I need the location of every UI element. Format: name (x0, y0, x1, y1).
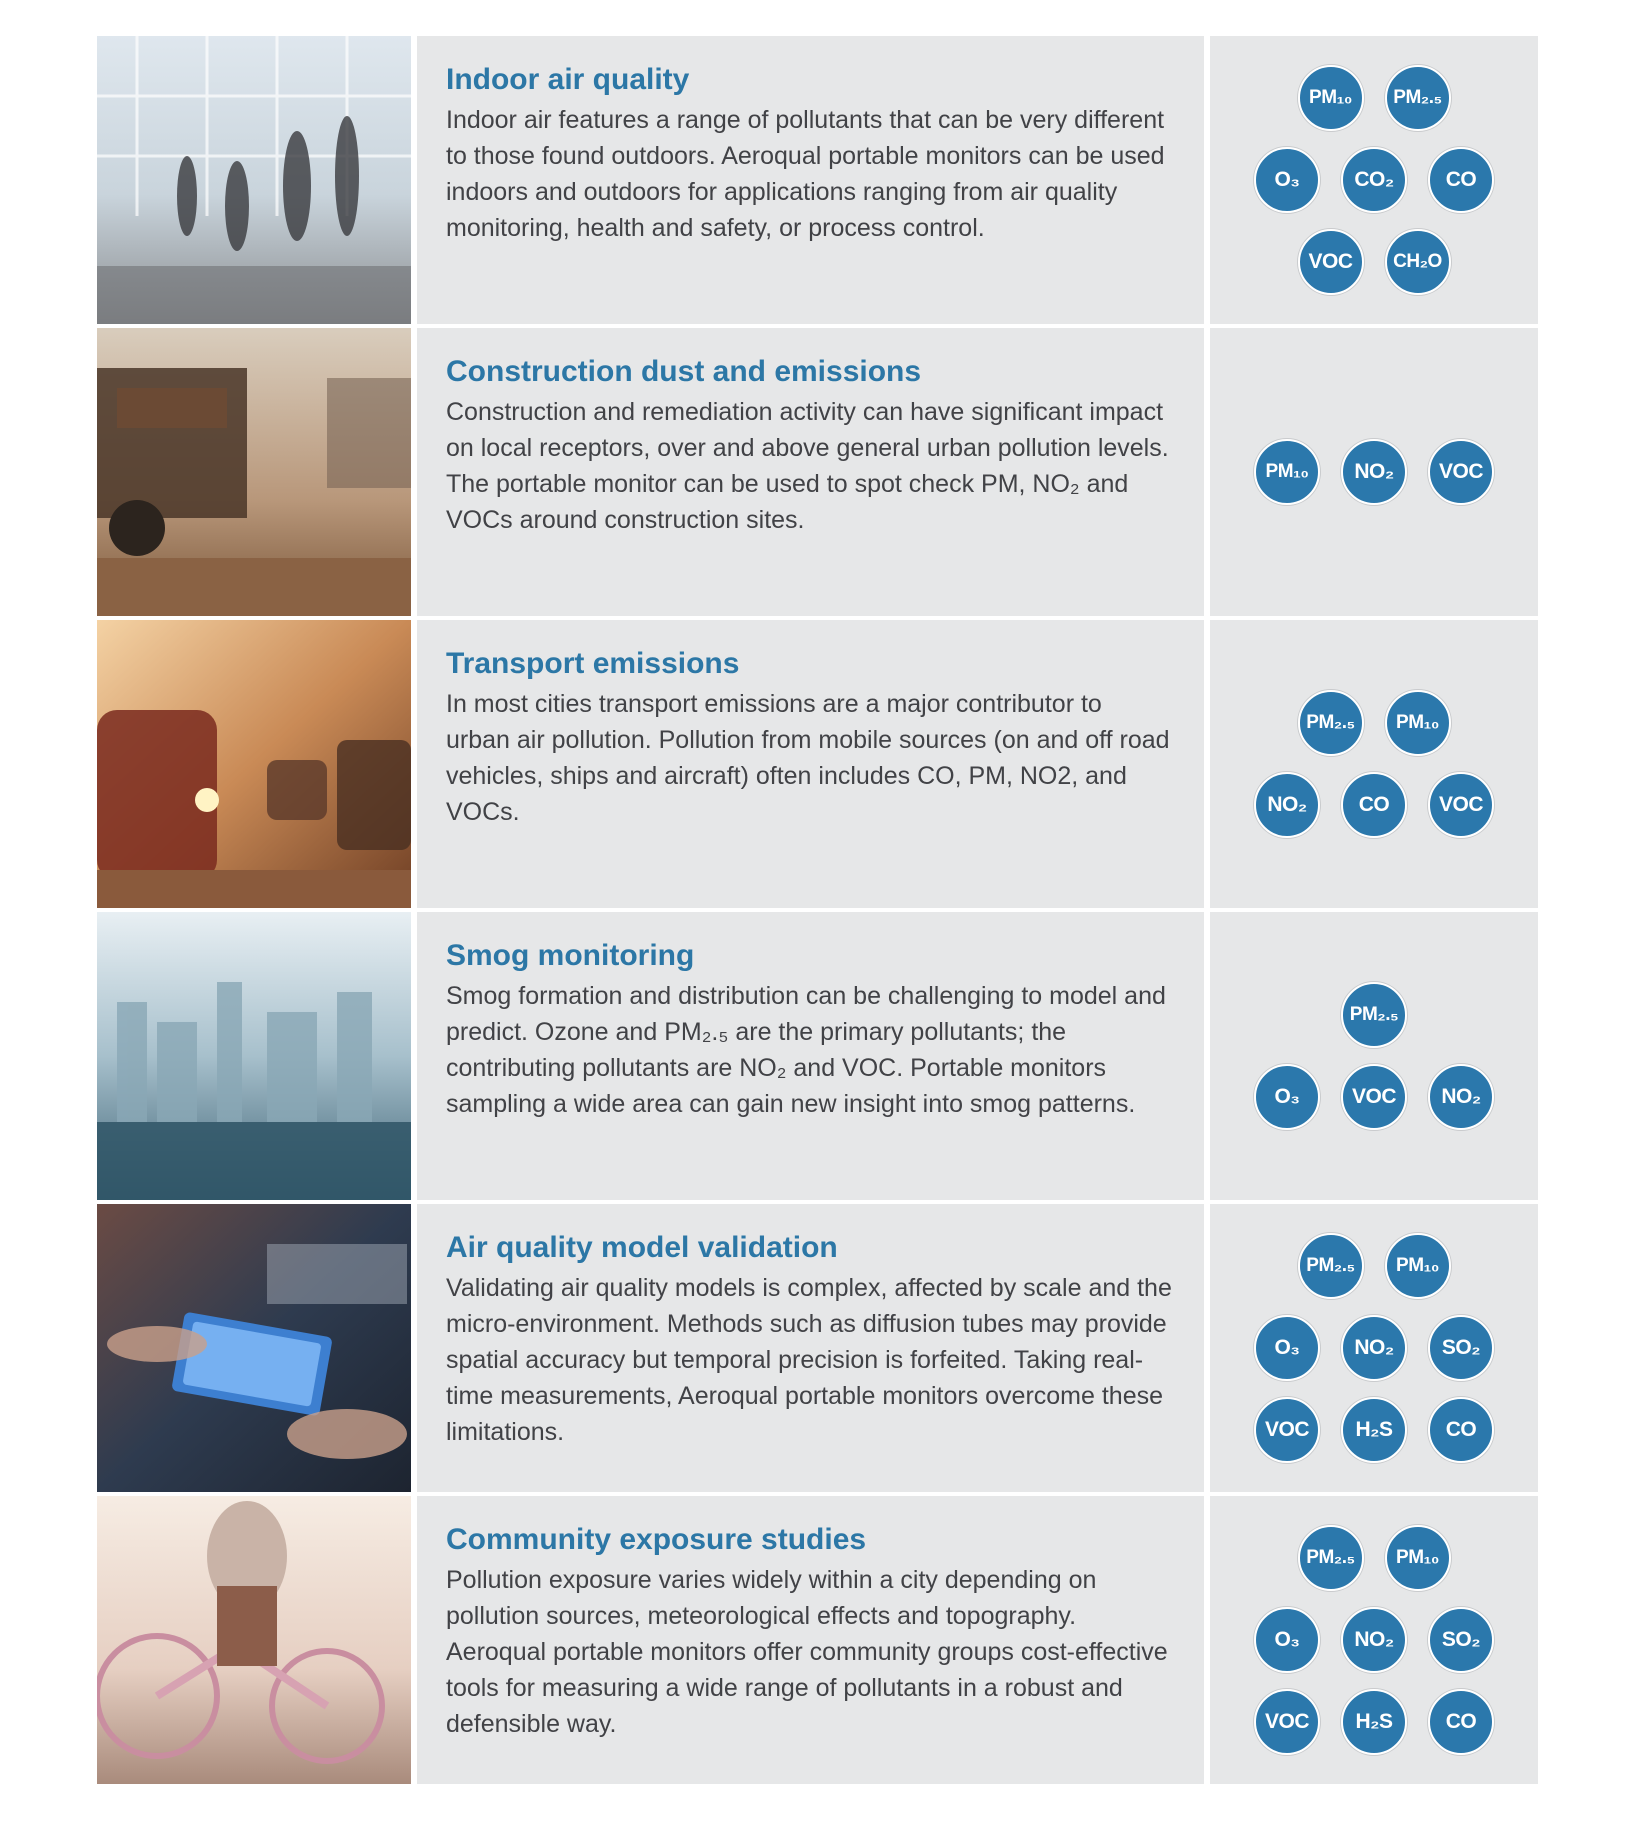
application-title: Community exposure studies (446, 1523, 867, 1556)
pollutant-badge: O₃ (1254, 147, 1320, 213)
pollutant-badge: SO₂ (1428, 1607, 1494, 1673)
pollutant-badge-row (1254, 1607, 1494, 1673)
application-body: Indoor air features a range of pollutants that can be very different to those found outdoors. Aeroqual portable monitors can be used indoors and outdoors for applications ranging from air quality monitoring, health and safety, or process control. (446, 106, 1165, 242)
application-photo (97, 36, 411, 324)
pollutant-badge: O₃ (1254, 1607, 1320, 1673)
application-title: Smog monitoring (446, 939, 695, 972)
applications-table (97, 36, 1538, 1784)
application-title: Transport emissions (446, 647, 740, 680)
application-photo (97, 1496, 411, 1784)
pollutant-badge: PM₂.₅ (1298, 690, 1364, 756)
application-row-construction (97, 328, 1538, 616)
pollutant-badge: CO₂ (1341, 147, 1407, 213)
pollutant-badge: PM₂.₅ (1298, 1525, 1364, 1591)
pollutant-badge: PM₁₀ (1298, 65, 1364, 131)
construction-vehicle-dust-photo (97, 328, 411, 616)
application-description (417, 1204, 1204, 1492)
pollutant-badge: VOC (1254, 1689, 1320, 1755)
application-title: Air quality model validation (446, 1231, 838, 1264)
application-description (417, 620, 1204, 908)
pollutant-badge: H₂S (1341, 1397, 1407, 1463)
pollutant-badge: NO₂ (1341, 1315, 1407, 1381)
pollutant-badge: CO (1341, 772, 1407, 838)
application-body: Pollution exposure varies widely within a city depending on pollution sources, meteorological effects and topography. Aeroqual portable monitors offer community groups cost-effective tools for measuring a wide range of pollutants in a robust and defensible way. (446, 1566, 1168, 1738)
application-row-smog (97, 912, 1538, 1200)
pollutant-badge-row (1298, 1525, 1451, 1591)
pollutant-badge: SO₂ (1428, 1315, 1494, 1381)
pollutant-badge: PM₂.₅ (1385, 65, 1451, 131)
pollutant-badge: CO (1428, 147, 1494, 213)
application-body: Smog formation and distribution can be challenging to model and predict. Ozone and PM₂.₅ are the primary pollutants; the contributing pollutants are NO₂ and VOC. Portable monitors sampling a wide area can gain new insight into smog patterns. (446, 982, 1166, 1118)
pollutant-badges (1210, 36, 1538, 324)
pollutant-badge: PM₁₀ (1385, 690, 1451, 756)
pollutant-badge: O₃ (1254, 1315, 1320, 1381)
indoor-crowd-photo (97, 36, 411, 324)
application-photo (97, 620, 411, 908)
pollutant-badge-row (1254, 1397, 1494, 1463)
pollutant-badge: PM₁₀ (1385, 1525, 1451, 1591)
pollutant-badge: NO₂ (1341, 439, 1407, 505)
pollutant-badge-row (1298, 65, 1451, 131)
pollutant-badge-row (1298, 690, 1451, 756)
pollutant-badge-row (1298, 1233, 1451, 1299)
pollutant-badge: VOC (1254, 1397, 1320, 1463)
pollutant-badge-row (1254, 147, 1494, 213)
pollutant-badge: NO₂ (1254, 772, 1320, 838)
smoggy-city-skyline-photo (97, 912, 411, 1200)
pollutant-badges (1210, 1204, 1538, 1492)
pollutant-badge: VOC (1298, 229, 1364, 295)
application-row-transport (97, 620, 1538, 908)
application-body: Construction and remediation activity can have significant impact on local receptors, over and above general urban pollution levels. The portable monitor can be used to spot check PM, NO₂ and VOCs around construction sites. (446, 398, 1169, 534)
cyclists-photo (97, 1496, 411, 1784)
pollutant-badge-row (1298, 229, 1451, 295)
pollutant-badge-row (1254, 1689, 1494, 1755)
application-body: Validating air quality models is complex, affected by scale and the micro-environment. Methods such as diffusion tubes may provide spatial accuracy but temporal precision is forfeited. Taking real-time measurements, Aeroqual portable monitors overcome these limitations. (446, 1274, 1172, 1446)
pollutant-badge: PM₂.₅ (1341, 982, 1407, 1048)
application-photo (97, 328, 411, 616)
pollutant-badge: NO₂ (1341, 1607, 1407, 1673)
application-photo (97, 1204, 411, 1492)
application-photo (97, 912, 411, 1200)
pollutant-badge-row (1254, 1064, 1494, 1130)
application-row-indoor (97, 36, 1538, 324)
application-description (417, 328, 1204, 616)
pollutant-badge: H₂S (1341, 1689, 1407, 1755)
pollutant-badge: O₃ (1254, 1064, 1320, 1130)
pollutant-badge: VOC (1428, 772, 1494, 838)
pollutant-badge: PM₁₀ (1385, 1233, 1451, 1299)
application-description (417, 1496, 1204, 1784)
pollutant-badge: VOC (1428, 439, 1494, 505)
tablet-laptop-hands-photo (97, 1204, 411, 1492)
pollutant-badges (1210, 912, 1538, 1200)
pollutant-badge: CH₂O (1385, 229, 1451, 295)
pollutant-badge-row (1341, 982, 1407, 1048)
pollutant-badge: NO₂ (1428, 1064, 1494, 1130)
pollutant-badge: PM₂.₅ (1298, 1233, 1364, 1299)
pollutant-badge: VOC (1341, 1064, 1407, 1130)
traffic-street-photo (97, 620, 411, 908)
pollutant-badges (1210, 620, 1538, 908)
pollutant-badge: CO (1428, 1689, 1494, 1755)
application-row-model (97, 1204, 1538, 1492)
application-title: Indoor air quality (446, 63, 690, 96)
pollutant-badge-row (1254, 439, 1494, 505)
application-description (417, 912, 1204, 1200)
application-title: Construction dust and emissions (446, 355, 922, 388)
pollutant-badge-row (1254, 772, 1494, 838)
application-row-community (97, 1496, 1538, 1784)
pollutant-badges (1210, 1496, 1538, 1784)
pollutant-badge-row (1254, 1315, 1494, 1381)
pollutant-badges (1210, 328, 1538, 616)
application-body: In most cities transport emissions are a major contributor to urban air pollution. Pollution from mobile sources (on and off road vehicles, ships and aircraft) often includes CO, PM, NO2, and VOCs. (446, 690, 1170, 826)
pollutant-badge: CO (1428, 1397, 1494, 1463)
pollutant-badge: PM₁₀ (1254, 439, 1320, 505)
application-description (417, 36, 1204, 324)
